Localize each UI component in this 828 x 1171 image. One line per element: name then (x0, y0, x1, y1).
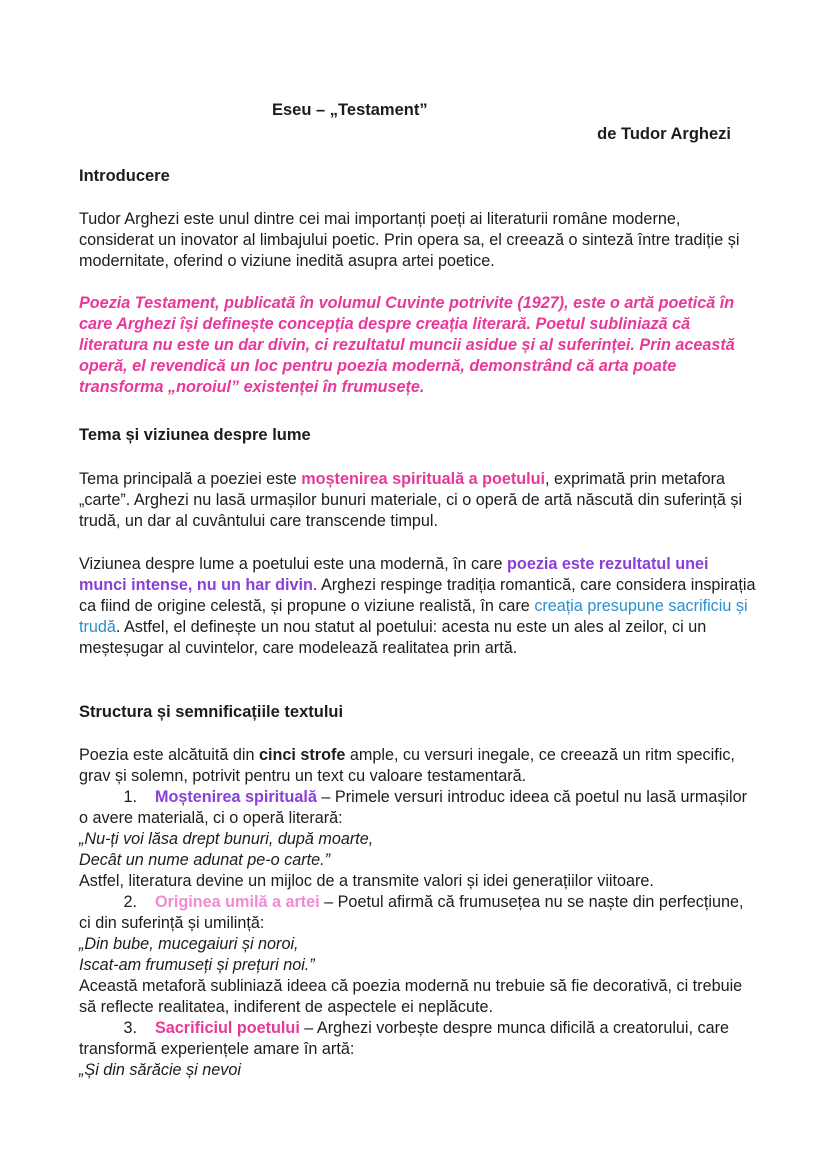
author-line: de Tudor Arghezi (597, 125, 731, 143)
list-item-text: – Arghezi vorbește despre munca dificilă a creatorului, care transformă experiențele amare în artă: (79, 1019, 730, 1058)
list-item-title: Originea umilă a artei (155, 893, 320, 911)
verse-line: „Nu-ți voi lăsa drept bunuri, după moarte, (79, 830, 374, 848)
theme-p1-highlight: moștenirea spirituală a poetului (301, 470, 546, 488)
structure-intro-bold: cinci strofe (258, 746, 346, 764)
page-title: Eseu – „Testament” (272, 101, 428, 119)
theme-p2-highlight: poezia este rezultatul unei munci intense, nu un har divin (79, 555, 709, 594)
list-item-title: Moștenirea spirituală (155, 788, 317, 806)
verse-line: „Și din sărăcie și nevoi (79, 1061, 241, 1079)
structure-body (79, 745, 759, 1081)
list-item-conclusion: Această metaforă subliniază ideea că poezia modernă nu trebuie să fie decorativă, ci trebuie să reflecte realitatea, indiferent de aspectele ei neplăcute. (79, 977, 743, 1016)
verse-line: Iscat-am frumuseți și prețuri noi.” (79, 956, 315, 974)
intro-paragraph-highlight: Poezia Testament, publicată în volumul Cuvinte potrivite (1927), este o artă poetică în care Arghezi își definește concepția despre creația literară. Poetul subliniază că literatura nu este un dar divin, ci rezultatul muncii asidue și al suferinței. Prin această operă, el revendică un loc pentru poezia modernă, demonstrând că arta poate transforma „noroiul” existenței în frumusețe. (79, 294, 735, 396)
list-item-text: – Primele versuri introduc ideea că poetul nu lasă urmașilor o avere materială, ci o operă literară: (79, 788, 748, 827)
intro-paragraph-1: Tudor Arghezi este unul dintre cei mai importanți poeți ai literaturii române moderne, considerat un inovator al limbajului poetic. Prin opera sa, el creează o sinteză între tradiție și modernitate, oferind o viziune inedită asupra artei poetice. (79, 210, 740, 270)
list-item-title: Sacrificiul poetului (155, 1019, 300, 1037)
list-item-3 (79, 1018, 759, 1060)
theme-p2-text-b: . Arghezi respinge tradiția romantică, care considera inspirația ca fiind de origine celestă, și propune o viziune realistă, în care (79, 576, 756, 615)
list-item-1 (79, 787, 759, 829)
theme-p2-blue-highlight: creația presupune sacrificiu și trudă (79, 597, 748, 636)
list-item-number: 2. (123, 893, 137, 911)
list-item-number: 1. (123, 788, 137, 806)
structure-intro-c: ample, cu versuri inegale, ce creează un ritm specific, grav și solemn, potrivit pentru un text cu valoare testamentară. (79, 746, 735, 785)
verse-line: „Din bube, mucegaiuri și noroi, (79, 935, 299, 953)
theme-paragraph-1 (79, 469, 759, 532)
theme-p2-text-a: Viziunea despre lume a poetului este una modernă, în care (79, 555, 508, 573)
structure-intro (79, 745, 759, 787)
theme-p1-text-a: Tema principală a poeziei este (79, 470, 302, 488)
section-heading-theme: Tema și viziunea despre lume (79, 426, 311, 444)
list-item-conclusion: Astfel, literatura devine un mijloc de a transmite valori și idei generațiilor viitoare. (79, 872, 654, 890)
structure-intro-a: Poezia este alcătuită din (79, 746, 259, 764)
theme-p2-text-c: . Astfel, el definește un nou statut al poetului: acesta nu este un ales al zeilor, ci un meșteșugar al cuvintelor, care modelează realitatea prin artă. (79, 618, 707, 657)
theme-p1-text-b: , exprimată prin metafora „carte”. Arghezi nu lasă urmașilor bunuri materiale, ci o operă de artă născută din suferință și trudă, un dar al cuvântului care transcende timpul. (79, 470, 743, 530)
verse-line: Decât un nume adunat pe-o carte.” (79, 851, 331, 869)
list-item-2 (79, 892, 759, 934)
list-item-number: 3. (123, 1019, 137, 1037)
theme-paragraph-2 (79, 554, 759, 659)
list-item-text: – Poetul afirmă că frumusețea nu se naște din perfecțiune, ci din suferință și umilință: (79, 893, 744, 932)
section-heading-intro: Introducere (79, 167, 170, 185)
section-heading-structure: Structura și semnificațiile textului (79, 703, 344, 721)
